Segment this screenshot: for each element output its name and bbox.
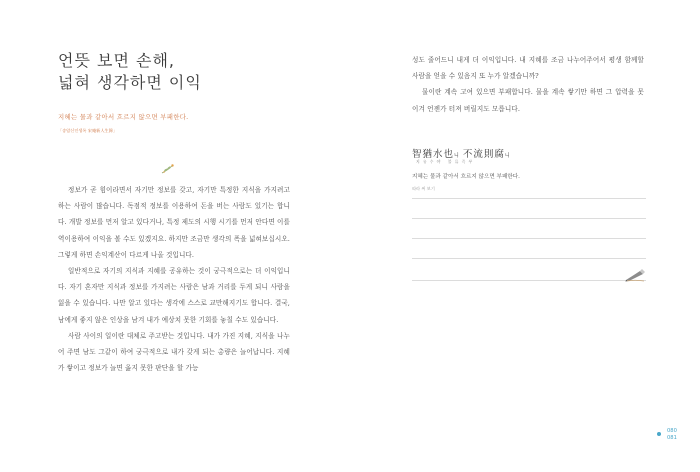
hanja-suffix-1: 니 xyxy=(454,153,459,159)
body-text-continued xyxy=(412,52,644,117)
paragraph: 성도 줄어드니 내게 더 이익입니다. 내 지혜를 조금 나누어주어서 평생 함께할 사람을 얻을 수 있음지 또 누가 알겠습니까? xyxy=(412,56,644,81)
chapter-title-line-1: 언뜻 보면 손해, xyxy=(58,51,175,70)
writing-line xyxy=(412,198,646,199)
page-numbers xyxy=(667,428,677,442)
right-page xyxy=(350,0,700,472)
body-text xyxy=(58,182,290,376)
hanja-reading: 지유수야 불류즉부 xyxy=(416,159,476,164)
practice-label: 따라 써 보기 xyxy=(412,186,435,191)
writing-line xyxy=(412,280,646,281)
page-number: 081 xyxy=(667,435,677,441)
chapter-title xyxy=(58,50,202,94)
writing-line xyxy=(412,258,646,259)
hanja-part-2: 不流則腐 xyxy=(462,149,505,160)
writing-line xyxy=(412,218,646,219)
epigraph-quote: 지혜는 물과 같아서 흐르지 않으면 부패한다. xyxy=(58,113,189,121)
page-number: 080 xyxy=(667,428,677,434)
hanja-phrase xyxy=(412,146,510,160)
hanja-part-1: 智猶水也 xyxy=(412,149,455,160)
epigraph-source: 「송암신인생록 宋庵新人生錄」 xyxy=(58,128,118,133)
paragraph: 정보가 곧 힘이라면서 자기만 정보를 갖고, 자기만 특정한 지식을 가지려고 하는 사람이 많습니다. 독점적 정보를 이용하여 돈을 버는 사람도 있기는 합니다. 개발 정보를 먼저 알고 있다거나, 특정 제도의 시행 시기를 먼저 안다면 이를 역이용하여 이익을 볼 수도 있겠지요. 하지만 조금만 생각의 폭을 넓혀보십시오. 그렇게 하면 손익계산이 다르게 나올 것입니다. xyxy=(58,186,290,259)
paragraph: 사람 사이의 일이란 대체로 주고받는 것입니다. 내가 가진 지혜, 지식을 나누어 주면 남도 그같이 하여 궁극적으로 내가 갖게 되는 총량은 늘어납니다. 지혜가 쌓이고 정보가 늘면 옳지 못한 판단을 할 가능 xyxy=(58,331,290,373)
sprig-icon xyxy=(160,163,176,175)
page-number-dot xyxy=(657,432,661,436)
paragraph: 물이란 계속 고여 있으면 부패합니다. 물을 계속 쌓기만 하면 그 압력을 못 이겨 언젠가 터져 버릴지도 모릅니다. xyxy=(412,88,644,113)
paragraph: 일반적으로 자기의 지식과 지혜를 공유하는 것이 궁극적으로는 더 이익입니다. 자기 혼자만 지식과 정보를 가지려는 사람은 남과 거리를 두게 되니 사람을 잃을 수 있습니다. 나만 알고 있다는 생각에 스스로 교만해지기도 합니다. 결국, 남에게 좋지 않은 인상을 남겨 내가 예상치 못한 기회를 놓칠 수도 있습니다. xyxy=(58,267,290,324)
hanja-suffix-2: 니 xyxy=(504,153,510,159)
hanja-meaning: 지혜는 물과 같아서 흐르지 않으면 부패한다. xyxy=(412,174,520,180)
chapter-title-line-2: 넓혀 생각하면 이익 xyxy=(58,73,202,92)
writing-line xyxy=(412,238,646,239)
pencil-icon xyxy=(624,268,646,282)
